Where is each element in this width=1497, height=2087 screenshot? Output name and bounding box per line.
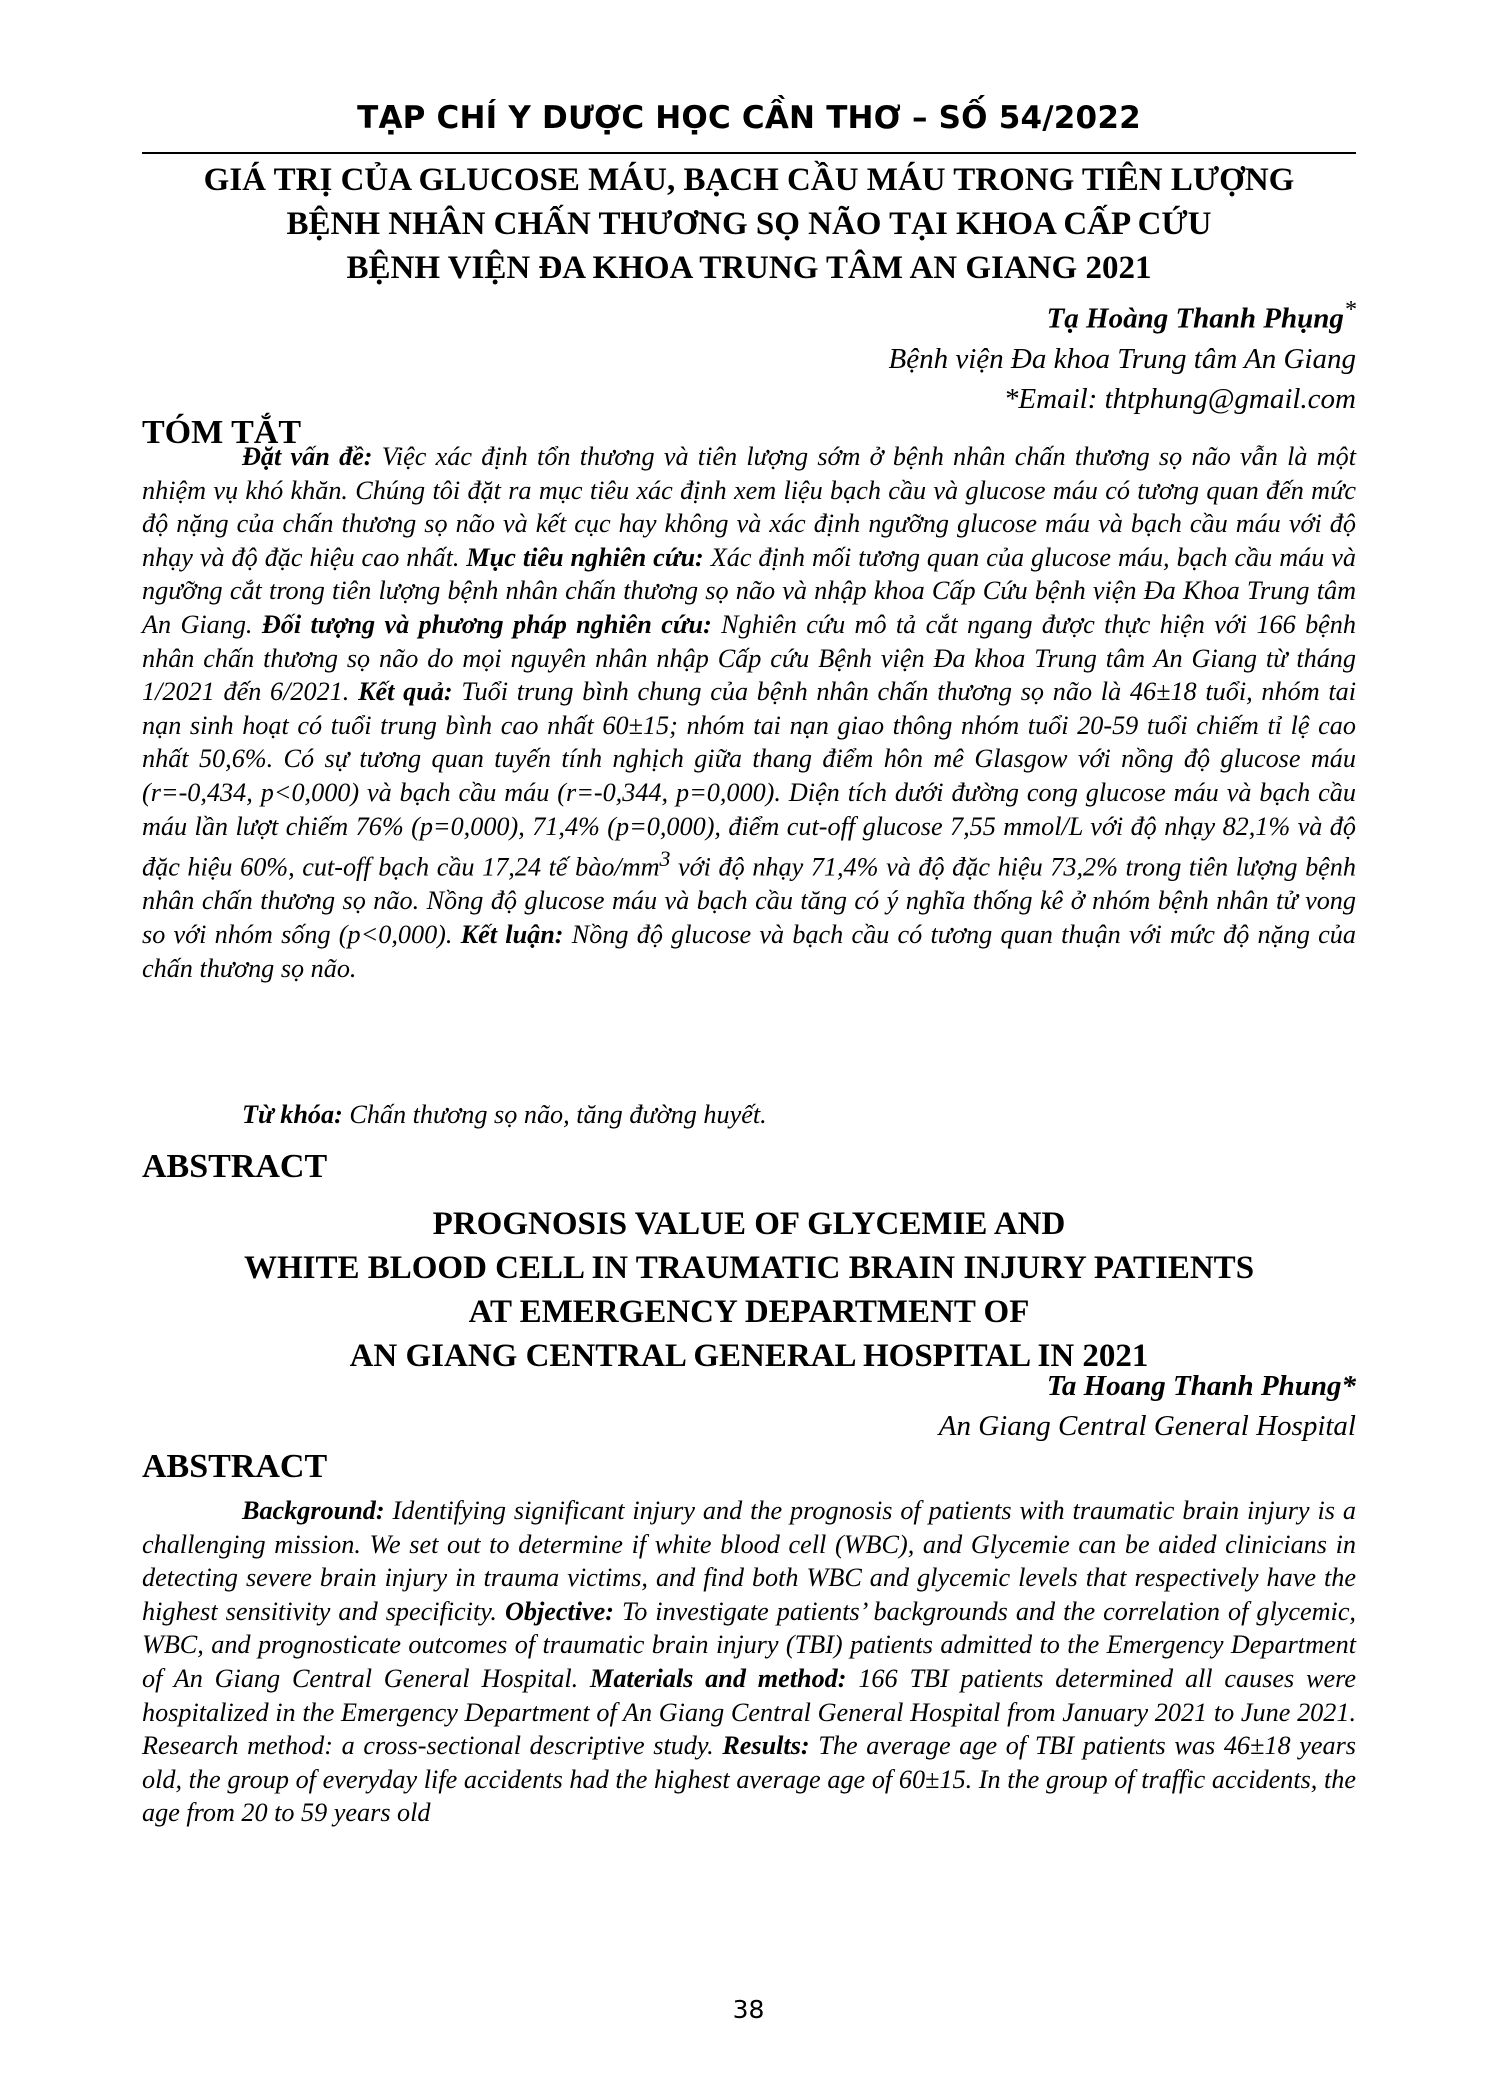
text-objective: To investigate patients’ backgrounds and the correlation of glycemic, WBC, and prognosticate outcomes of traumatic brain injury (TBI) patients admitted to the Emergency Department of An Giang Central General Hospital. <box>142 1596 1356 1693</box>
abstract-heading-2: ABSTRACT <box>142 1448 328 1485</box>
label-ket-qua: Kết quả: <box>358 677 453 707</box>
header-rule <box>142 152 1356 154</box>
english-title-line-4: AN GIANG CENTRAL GENERAL HOSPITAL IN 2021 <box>349 1338 1149 1374</box>
author-mark: * <box>1343 296 1356 323</box>
label-objective: Objective: <box>504 1596 615 1626</box>
vietnamese-title-line-1: GIÁ TRỊ CỦA GLUCOSE MÁU, BẠCH CẦU MÁU TRONG TIÊN LƯỢNG <box>203 162 1295 198</box>
label-background: Background: <box>242 1496 385 1525</box>
author-affiliation: Bệnh viện Đa khoa Trung tâm An Giang <box>888 342 1356 375</box>
vietnamese-title <box>142 158 1356 290</box>
abstract-body <box>142 1494 1356 1830</box>
text-results: The average age of TBI patients was 46±18 years old, the group of everyday life accidents had the highest average age of 60±15. In the group of traffic accidents, the age from 20 to 59 years old <box>142 1731 1356 1828</box>
label-ket-luan: Kết luận: <box>460 920 564 950</box>
text-ket-qua-sup: 3 <box>659 847 671 872</box>
label-results: Results: <box>722 1731 810 1761</box>
english-title-line-3: AT EMERGENCY DEPARTMENT OF <box>468 1294 1030 1330</box>
author-email: *Email: thtphung@gmail.com <box>1003 382 1356 415</box>
text-materials: 166 TBI patients determined all causes were hospitalized in the Emergency Department of An Giang Central General Hospital from January 2021 to June 2021. Research method: a cross-sectional descriptive study. <box>142 1663 1356 1761</box>
keywords-text: Chấn thương sọ não, tăng đường huyết. <box>342 1100 767 1129</box>
journal-header: TẠP CHÍ Y DƯỢC HỌC CẦN THƠ – SỐ 54/2022 <box>357 100 1141 136</box>
text-muc-tieu: Xác định mối tương quan của glucose máu, bạch cầu máu và ngưỡng cắt trong tiên lượng bệnh nhân chấn thương sọ não và nhập khoa Cấp Cứu bệnh viện Đa Khoa Trung tâm An Giang. <box>142 542 1356 639</box>
text-ket-qua-a: Tuổi trung bình chung của bệnh nhân chấn thương sọ não là 46±18 tuổi, nhóm tai nạn sinh hoạt có tuổi trung bình cao nhất 60±15; nhóm tai nạn giao thông nhóm tuổi 20-59 tuổi chiếm tỉ lệ cao nhất 50,6%. Có sự tương quan tuyến tính nghịch giữa thang điểm hôn mê Glasgow với nồng độ glucose máu (r=-0,434, p<0,000) và bạch cầu máu (r=-0,344, p=0,000). Diện tích dưới đường cong glucose máu và bạch cầu máu lần lượt chiếm 76% (p=0,000), 71,4% (p=0,000), điểm cut-off glucose 7,55 mmol/L với độ nhạy 82,1% và độ đặc hiệu 60%, cut-off bạch cầu 17,24 tế bào/mm <box>142 677 1356 882</box>
english-author-block <box>142 1366 1356 1446</box>
text-ket-luan: Nồng độ glucose và bạch cầu có tương quan thuận với mức độ nặng của chấn thương sọ não. <box>142 920 1356 983</box>
vietnamese-title-line-2: BỆNH NHÂN CHẤN THƯƠNG SỌ NÃO TẠI KHOA CẤP CỨU <box>286 206 1212 242</box>
abstract-heading-1: ABSTRACT <box>142 1148 328 1185</box>
text-dat-van-de: Việc xác định tổn thương và tiên lượng sớm ở bệnh nhân chấn thương sọ não vẫn là một nhiệm vụ khó khăn. Chúng tôi đặt ra mục tiêu xác định xem liệu bạch cầu và glucose máu có tương quan đến mức độ nặng của chấn thương sọ não và kết cục hay không và xác định ngưỡng glucose máu và bạch cầu máu với độ nhạy và độ đặc hiệu cao nhất. <box>142 442 1356 572</box>
english-title-line-1: PROGNOSIS VALUE OF GLYCEMIE AND <box>432 1206 1066 1242</box>
text-background: Identifying significant injury and the prognosis of patients with traumatic brain injury is a challenging mission. We set out to determine if white blood cell (WBC), and Glycemie can be aided clinicians in detecting severe brain injury in trauma victims, and find both WBC and glycemic levels that respectively have the highest sensitivity and specificity. <box>142 1496 1356 1626</box>
english-title <box>142 1202 1356 1378</box>
text-ket-qua-b: với độ nhạy 71,4% và độ đặc hiệu 73,2% trong tiên lượng bệnh nhân chấn thương sọ não. Nồng độ glucose máu và bạch cầu tăng có ý nghĩa thống kê ở nhóm bệnh nhân tử vong so với nhóm sống (p<0,000). <box>142 852 1356 950</box>
author-line <box>142 290 1356 339</box>
author-name: Tạ Hoàng Thanh Phụng <box>1046 302 1344 335</box>
tom-tat-body <box>142 440 1356 985</box>
english-author-name: Ta Hoang Thanh Phung* <box>1046 1370 1356 1402</box>
page-number: 38 <box>732 1995 765 2024</box>
text-doi-tuong: Nghiên cứu mô tả cắt ngang được thực hiện với 166 bệnh nhân chấn thương sọ não do mọi nguyên nhân nhập Cấp cứu Bệnh viện Đa khoa Trung tâm An Giang từ tháng 1/2021 đến 6/2021. <box>142 609 1356 707</box>
label-muc-tieu: Mục tiêu nghiên cứu: <box>466 542 704 572</box>
tom-tat-heading: TÓM TẮT <box>142 414 302 451</box>
english-title-line-2: WHITE BLOOD CELL IN TRAUMATIC BRAIN INJURY PATIENTS <box>243 1250 1255 1286</box>
label-materials: Materials and method: <box>590 1663 847 1693</box>
label-doi-tuong: Đối tượng và phương pháp nghiên cứu: <box>261 609 712 639</box>
vietnamese-title-line-3: BỆNH VIỆN ĐA KHOA TRUNG TÂM AN GIANG 2021 <box>346 250 1152 286</box>
vietnamese-author-block <box>142 290 1356 419</box>
label-dat-van-de: Đặt vấn đề: <box>242 442 373 471</box>
keywords-label: Từ khóa: <box>242 1100 343 1129</box>
keywords-line <box>142 1098 1356 1132</box>
english-author-affiliation: An Giang Central General Hospital <box>938 1410 1356 1442</box>
